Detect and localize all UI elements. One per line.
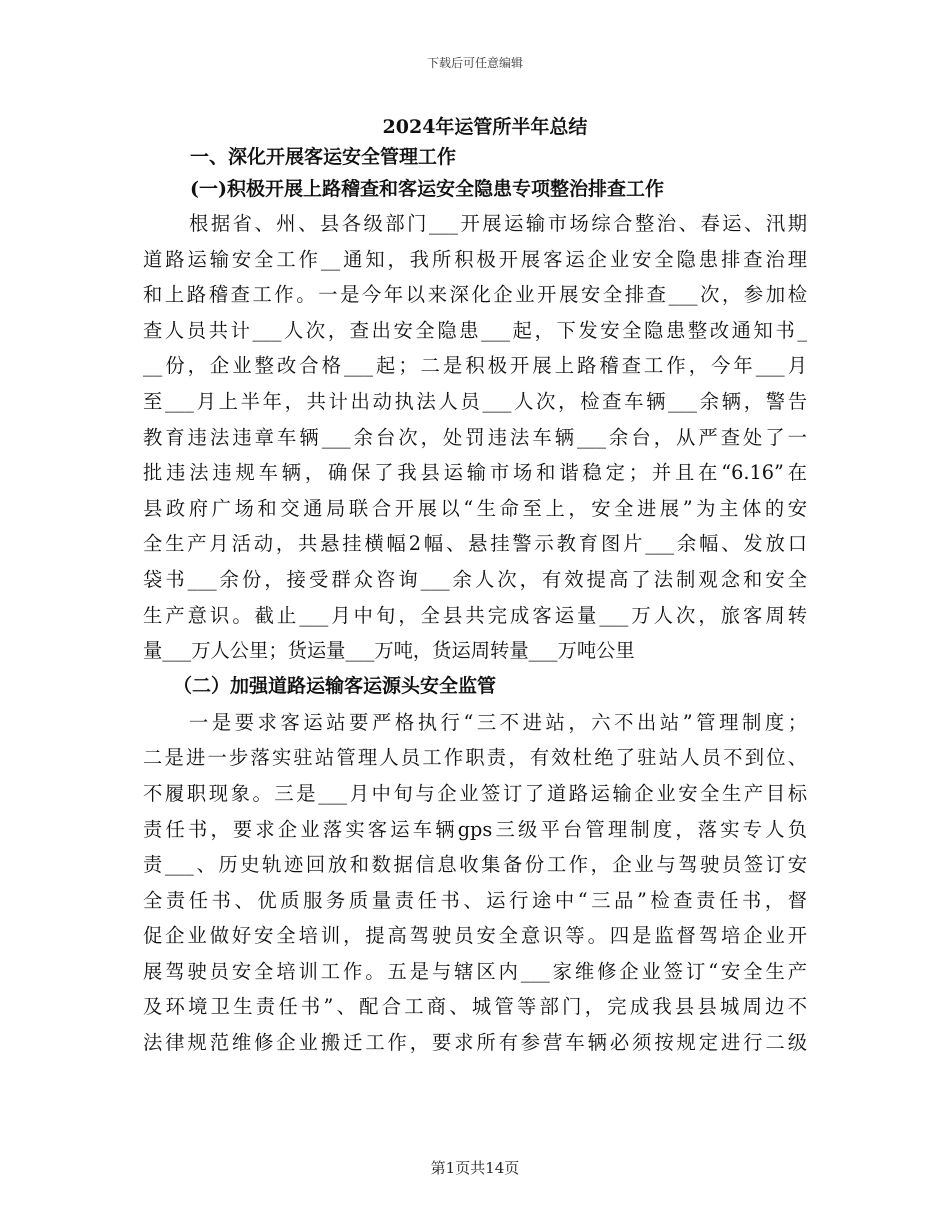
paragraph-line: 根据省、州、县各级部门___开展运输市场综合整治、春运、汛期 [189, 212, 807, 235]
paragraph-line: 县政府广场和交通局联合开展以“生命至上，安全进展”为主体的安 [143, 496, 807, 520]
paragraph-line: 教育违法违章车辆___余台次，处罚违法车辆___余台，从严查处了一 [143, 425, 807, 449]
paragraph-line: 查人员共计___人次，查出安全隐患___起，下发安全隐患整改通知书_ [143, 318, 807, 342]
paragraph-line: 和上路稽查工作。一是今年以来深化企业开展安全排查___次，参加检 [143, 283, 807, 307]
subsection-heading-1: (一)积极开展上路稽查和客运安全隐患专项整治排查工作 [190, 178, 664, 200]
paragraph-line: 道路运输安全工作__通知，我所积极开展客运企业安全隐患排查治理 [143, 247, 807, 271]
paragraph-line: 促企业做好安全培训，提高驾驶员安全意识等。四是监督驾培企业开 [143, 924, 807, 948]
page-footer: 第1页共14页 [430, 1159, 520, 1177]
section-heading-1: 一、深化开展客运安全管理工作 [190, 146, 457, 168]
paragraph-line: 责___、历史轨迹回放和数据信息收集备份工作，企业与驾驶员签订安 [143, 853, 807, 877]
paragraph-line: __份，企业整改合格___起；二是积极开展上路稽查工作，今年___月 [143, 354, 807, 378]
paragraph-line: 批违法违规车辆，确保了我县运输市场和谐稳定；并且在“6.16”在 [143, 461, 807, 485]
paragraph-line: 一是要求客运站要严格执行“三不进站，六不出站”管理制度； [189, 710, 807, 734]
paragraph-line: 全生产月活动，共悬挂横幅2幅、悬挂警示教育图片___余幅、发放口 [143, 532, 807, 556]
paragraph-line: 展驾驶员安全培训工作。五是与辖区内___家维修企业签订“安全生产 [143, 959, 807, 983]
page-header: 下载后可任意编辑 [426, 56, 523, 70]
paragraph-line: 全责任书、优质服务质量责任书、运行途中“三品”检查责任书，督 [143, 888, 807, 912]
paragraph-line: 二是进一步落实驻站管理人员工作职责，有效杜绝了驻站人员不到位、 [143, 746, 807, 770]
document-title: 2024年运管所半年总结 [382, 116, 588, 138]
paragraph-2 [143, 705, 807, 1061]
paragraph-line: 法律规范维修企业搬迁工作，要求所有参营车辆必须按规定进行二级 [143, 1031, 807, 1055]
paragraph-1 [143, 206, 807, 669]
paragraph-line: 袋书___余份，接受群众咨询___余人次，有效提高了法制观念和安全 [143, 567, 807, 591]
paragraph-line: 生产意识。截止___月中旬，全县共完成客运量___万人次，旅客周转 [143, 603, 807, 627]
paragraph-line: 责任书，要求企业落实客运车辆gps三级平台管理制度，落实专人负 [143, 817, 807, 841]
document-body [143, 112, 807, 1061]
paragraph-line: 及环境卫生责任书”、配合工商、城管等部门，完成我县县城周边不 [143, 995, 807, 1019]
paragraph-line: 不履职现象。三是___月中旬与企业签订了道路运输企业安全生产目标 [143, 781, 807, 805]
subsection-heading-2: （二）加强道路运输客运源头安全监管 [173, 674, 497, 697]
paragraph-line: 量___万人公里；货运量___万吨，货运周转量___万吨公里 [143, 639, 635, 663]
paragraph-line: 至___月上半年，共计出动执法人员___人次，检查车辆___余辆，警告 [143, 389, 807, 413]
